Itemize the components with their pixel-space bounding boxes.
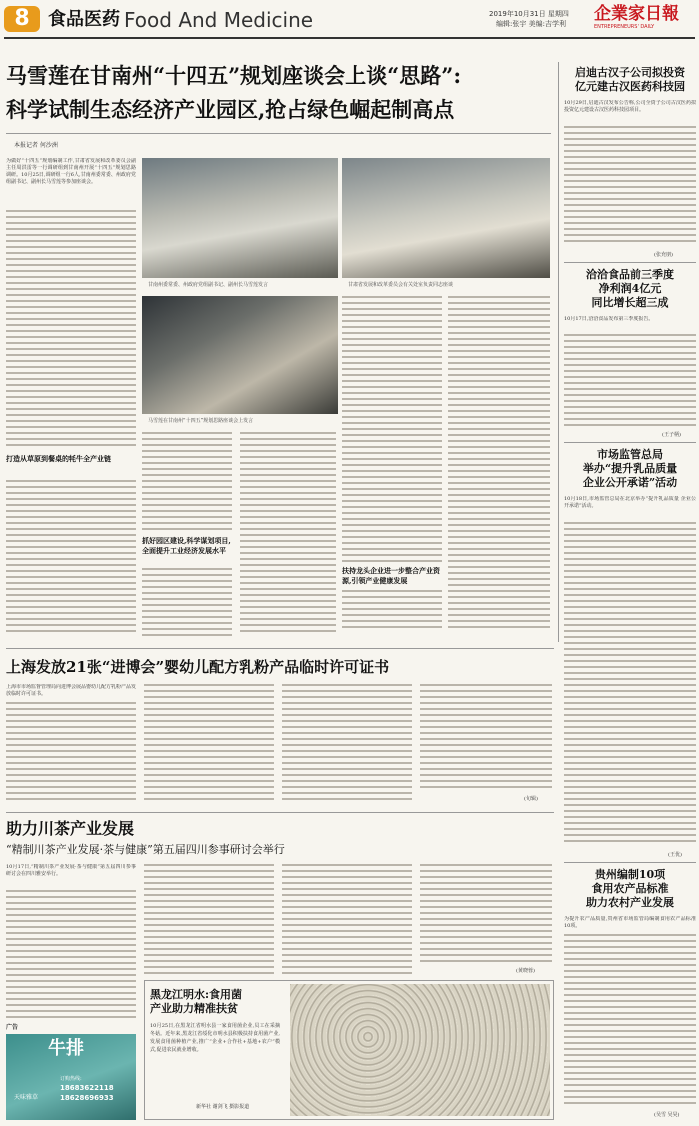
lead-subhead-1: 打造从草原到餐桌的牦牛全产业链 (6, 454, 111, 463)
sidebar-rule-3 (564, 862, 696, 863)
sidebar-story3-signoff: (王优) (668, 852, 682, 858)
sidebar-story4-intro: 为提升农产品质量,贵州省市场监管局编制食用农产品标准10项。 (564, 916, 696, 929)
sidebar-story1-title-2: 亿元建古汉医药科技园 (575, 80, 685, 93)
issue-editors: 编辑:张宇 美编:吉学利 (496, 20, 566, 28)
sidebar-story4-signoff: (吴雪 吴昊) (654, 1112, 680, 1118)
section-title-cn: 食品医药 (48, 9, 120, 30)
paper-logo: 企業家日報 (594, 4, 679, 24)
lead-body-col1 (6, 210, 136, 450)
tea-col4 (420, 864, 552, 966)
ad-brand-sub: 天味雅草 (14, 1094, 39, 1101)
shanghai-col2 (144, 684, 274, 806)
sidebar-story3-body (564, 522, 696, 848)
heilongjiang-title-2: 产业助力精准扶贫 (150, 1002, 238, 1015)
tea-subheadline: “精制川茶产业发展·茶与健康”第五届四川参事研讨会举行 (6, 843, 285, 856)
lead-intro: 为做好“十四五”规划编制工作,甘肃省发展和改革委员会副主任周洪雷等一行调研组到甘南州开展“十四五”规划思路调研。10月25日,调研组一行6人,甘南州委常委、州政府党组副书记、副州长马雪莲等参加座谈会。 (6, 158, 136, 185)
lead-photo-1 (142, 158, 338, 278)
lead-subhead-2: 抓好园区建设,科学谋划项目,全面提升工业经济发展水平 (142, 536, 231, 555)
masthead (0, 0, 699, 36)
ad-tel-label: 订购热线: (60, 1076, 82, 1082)
sidebar-story3-intro: 10月18日,市场监管总局在北京举办“提升乳品质量 企业公开承诺”活动。 (564, 496, 696, 509)
heilongjiang-title-1: 黑龙江明水:食用菌 (150, 988, 243, 1001)
tea-signoff: (黄晓蓉) (516, 968, 535, 974)
ad-tel-1: 18683622118 (60, 1084, 114, 1092)
lead-byline: 本报记者 何沙洲 (14, 142, 58, 149)
page-number: 8 (14, 6, 30, 31)
sidebar-story2-body (564, 334, 696, 430)
lead-subhead-3: 扶持龙头企业进一步整合产业资源,引领产业健康发展 (342, 566, 446, 586)
lead-photo-3-caption: 马雪莲在甘南州“十四五”规划思路座谈会上发言 (148, 418, 254, 424)
tea-col1 (6, 890, 136, 1020)
heilongjiang-body: 10月25日,在黑龙江省明水县一家食用菌企业,员工在采摘冬菇。近年来,黑龙江省绥化市明水县积极扶持食用菌产业,发展食用菌种植产业,推广“企业+合作社+基地+农户”模式,促进农民就业增收。 (150, 1023, 280, 1053)
sidebar-story4-body (564, 934, 696, 1110)
sidebar-story3-title-1: 市场监管总局 (597, 448, 663, 461)
shanghai-intro: 上海市市场监督管理局向进博会展品婴幼儿配方乳粉产品发放临时许可证书。 (6, 684, 136, 697)
tea-intro: 10月17日,“精制川茶产业发展·茶与健康”第五届四川参事研讨会在四川雅安举行。 (6, 864, 136, 877)
lead-headline-line1: 马雪莲在甘南州“十四五”规划座谈会上谈“思路”: (6, 63, 462, 88)
section-title-en: Food And Medicine (124, 8, 314, 32)
lead-body-col4 (448, 296, 550, 636)
sidebar-rule-1 (564, 262, 696, 263)
sidebar-rule-2 (564, 442, 696, 443)
sidebar-story1-title-1: 启迪古汉子公司拟投资 (575, 66, 685, 79)
sidebar-story2-title-2: 净利润4亿元 (598, 282, 662, 295)
sidebar-story1-body (564, 126, 696, 248)
sidebar-story3-title-2: 举办“提升乳品质量 (582, 462, 678, 475)
ad-label: 广告 (6, 1024, 19, 1031)
sidebar-story2-intro: 10月17日,洽洽食品发布第三季度报告。 (564, 316, 654, 322)
heilongjiang-photo (290, 984, 550, 1116)
lead-body-col1b (6, 480, 136, 640)
masthead-rule (4, 37, 695, 39)
lead-body-col2b (142, 568, 232, 640)
paper-logo-en: ENTREPRENEURS' DAILY (594, 24, 655, 30)
shanghai-col1 (6, 702, 136, 806)
lead-photo-2-caption: 甘肃省发展和改革委员会有关处室负责同志座谈 (348, 282, 454, 288)
sidebar-story4-title-3: 助力农村产业发展 (586, 896, 674, 909)
shanghai-col4 (420, 684, 552, 792)
sidebar-story4-title-1: 贵州编制10项 (594, 868, 666, 881)
lead-body-col2c (240, 432, 336, 640)
lead-headline-line2: 科学试制生态经济产业园区,抢占绿色崛起制高点 (6, 97, 455, 122)
sidebar-story1-signoff: (张充朋) (654, 252, 673, 258)
sidebar-story2-title-3: 同比增长超三成 (591, 296, 669, 309)
tea-col2 (144, 864, 274, 976)
sidebar-divider (558, 62, 559, 642)
issue-date: 2019年10月31日 星期四 (489, 10, 569, 18)
lead-photo-3 (142, 296, 338, 414)
ad-tel-2: 18628696933 (60, 1094, 114, 1102)
shanghai-top-rule (6, 648, 554, 649)
tea-headline: 助力川茶产业发展 (6, 819, 135, 838)
sidebar-story2-title-1: 洽洽食品前三季度 (586, 268, 674, 281)
lead-photo-1-caption: 甘南州委常委、州政府党组副书记、副州长马雪莲发言 (148, 282, 269, 288)
sidebar-story4-title-2: 食用农产品标准 (591, 882, 669, 895)
tea-top-rule (6, 812, 554, 813)
shanghai-signoff: (旬辑) (524, 796, 538, 802)
shanghai-col3 (282, 684, 412, 806)
sidebar-story3-title-3: 企业公开承诺”活动 (582, 476, 678, 489)
heilongjiang-credit: 新华社 谢剑飞 摄影报道 (196, 1104, 250, 1110)
headline-rule (6, 133, 551, 134)
lead-photo-2 (342, 158, 550, 278)
sidebar-story1-intro: 10月29日,启迪古汉发布公告称,公司全资子公司古汉医药拟投资亿元建设古汉医药科技园项目。 (564, 100, 696, 113)
lead-body-col2 (142, 432, 232, 532)
tea-col3 (282, 864, 412, 976)
shanghai-headline: 上海发放21张“进博会”婴幼儿配方乳粉产品临时许可证书 (6, 658, 390, 676)
ad-brand: 牛排 (48, 1038, 84, 1059)
sidebar-story2-signoff: (王子柄) (662, 432, 681, 438)
